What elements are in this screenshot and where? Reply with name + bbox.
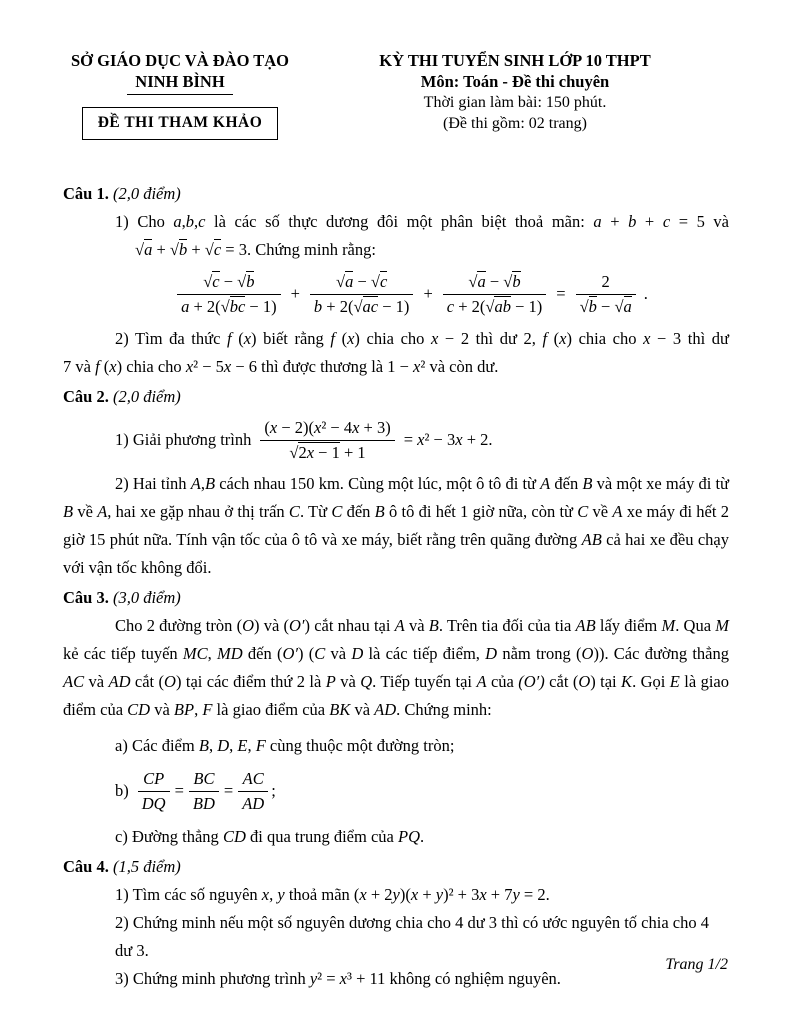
page-number: Trang 1/2: [665, 956, 728, 973]
sqrt-radical: √a: [135, 240, 153, 259]
ratio-3: $\frac{AC}{AD}$: [238, 768, 268, 815]
exam-duration: Thời gian làm bài: 150 phút.: [423, 94, 607, 111]
sqrt-radical: √2x − 1: [289, 443, 340, 463]
exam-type-box-wrap: [40, 95, 320, 140]
equals-operator: =: [223, 780, 234, 800]
problem-3-part-b: [63, 768, 729, 815]
part-b-semicolon: ;: [271, 780, 276, 800]
issuer-name: SỞ GIÁO DỤC VÀ ĐÀO TẠO: [70, 51, 290, 70]
problem-2-points: (2,0 điểm): [112, 386, 181, 406]
sqrt-radical: √b: [503, 272, 521, 291]
exam-body: [63, 180, 729, 993]
problem-1-item-1-line-2: √a + √b + √c = 3. Chứng minh rằng:: [135, 240, 376, 259]
equation-fraction: $\frac{\text{(x − 2)(x² − 4x + 3)}}{√2x - 1 + 1}$: [260, 417, 394, 464]
problem-1-item-2-line-2: 7 và f (x) chia cho x² − 5x − 6 thì được thương là 1 − x² và còn dư.: [63, 356, 499, 376]
exam-title: KỲ THI TUYỂN SINH LỚP 10 THPT: [379, 51, 651, 70]
exam-subject: Môn: Toán - Đề thi chuyên: [420, 72, 610, 91]
formula-period: .: [643, 284, 648, 304]
fraction-1: $\frac{√c - √b}{a + 2(√bc - 1)}$: [177, 271, 281, 318]
problem-1-label: Câu 1.: [63, 184, 109, 203]
problem-4-heading: [63, 853, 729, 881]
problem-2-item-1: [63, 417, 729, 464]
fraction-2: $\frac{√a - √c}{b + 2(√ac - 1)}$: [310, 271, 414, 318]
problem-3: [63, 584, 729, 851]
sqrt-radical: √c: [370, 272, 388, 291]
document-header: [0, 0, 792, 140]
issuer-block: [40, 50, 320, 140]
equation-prefix: 1) Giải phương trình: [115, 430, 252, 449]
sqrt-radical: √a: [336, 272, 354, 291]
ratio-1: $\frac{CP}{DQ}$: [138, 768, 170, 815]
problem-4: [63, 853, 729, 993]
problem-1-item-2-line-1: 2) Tìm đa thức f (x) biết rằng f (x) chia cho x − 2 thì dư 2, f (x) chia cho x − 3 thì dư: [115, 328, 729, 348]
problem-3-heading: [63, 584, 729, 612]
problem-4-label: Câu 4.: [63, 856, 109, 876]
problem-1-item-1-line-1: 1) Cho a,b,c là các số thực dương đôi một phân biệt thoả mãn: a + b + c = 5 và: [115, 212, 729, 231]
fraction-3: $\frac{√a - √b}{c + 2(√ab - 1)}$: [443, 271, 547, 318]
sqrt-radical: √bc: [220, 297, 246, 317]
problem-3-intro: Cho 2 đường tròn (O) và (O′) cắt nhau tại A và B. Trên tia đối của tia AB lấy điểm M. Qua M kẻ các tiếp tuyến MC, MD đến (O′) (C và D là các tiếp điểm, D nằm trong (O)). Các đường thẳng AC và AD cắt (O) tại các điểm thứ 2 là P và Q. Tiếp tuyến tại A của (O′) cắt (O) tại K. Gọi E là giao điểm của CD và BP, F là giao điểm của BK và AD. Chứng minh:: [63, 615, 730, 719]
issuer-province: NINH BÌNH: [127, 71, 232, 95]
sqrt-radical: √ab: [485, 297, 511, 317]
page-footer: [665, 956, 728, 974]
equals-operator: =: [174, 780, 184, 800]
sqrt-radical: √ac: [353, 297, 379, 317]
equals-operator: =: [556, 284, 566, 304]
problem-4-points: (1,5 điểm): [112, 856, 181, 876]
problem-4-item-1: 1) Tìm các số nguyên x, y thoả mãn (x + 2y)(x + y)² + 3x + 7y = 2.: [115, 884, 550, 904]
part-b-label: b): [115, 780, 129, 800]
sqrt-radical: √c: [203, 272, 220, 291]
exam-pages-note: (Đề thi gồm: 02 trang): [443, 115, 587, 132]
sqrt-radical: √c: [204, 240, 222, 259]
problem-3-label: Câu 3.: [63, 587, 109, 607]
sqrt-radical: √b: [579, 297, 597, 317]
problem-1-display-formula: [93, 271, 729, 318]
problem-3-points: (3,0 điểm): [112, 587, 181, 607]
problem-1-heading: [63, 180, 729, 208]
sqrt-radical: √a: [468, 272, 486, 291]
plus-operator: +: [423, 284, 433, 304]
problem-2: [63, 383, 729, 582]
sqrt-radical: √a: [614, 297, 632, 317]
fraction-4: $\frac{2}{√b - √a}$: [576, 271, 636, 318]
equation-rhs: = x² − 3x + 2.: [403, 430, 493, 449]
problem-1-points: (2,0 điểm): [112, 184, 181, 203]
issuer-province-wrap: [40, 71, 320, 95]
plus-operator: +: [290, 284, 300, 304]
ratio-2: $\frac{BC}{BD}$: [189, 768, 219, 815]
problem-4-item-3: 3) Chứng minh phương trình y² = x³ + 11 không có nghiệm nguyên.: [115, 968, 561, 988]
problem-2-label: Câu 2.: [63, 386, 109, 406]
exam-type-box: ĐỀ THI THAM KHẢO: [82, 107, 279, 140]
exam-info-block: [340, 50, 690, 140]
problem-3-part-a: a) Các điểm B, D, E, F cùng thuộc một đường tròn;: [115, 735, 455, 755]
problem-4-item-2: 2) Chứng minh nếu một số nguyên dương chia cho 4 dư 3 thì có ước nguyên tố chia cho 4 dư 3.: [115, 912, 709, 960]
problem-1: [63, 180, 729, 381]
problem-2-heading: [63, 383, 729, 411]
sqrt-radical: √b: [237, 272, 255, 291]
problem-2-item-2: 2) Hai tỉnh A,B cách nhau 150 km. Cùng một lúc, một ô tô đi từ A đến B và một xe máy đi từ B về A, hai xe gặp nhau ở thị trấn C. Từ C đến B ô tô đi hết 1 giờ nữa, còn từ C về A xe máy đi hết 2 giờ 15 phút nữa. Tính vận tốc của ô tô và xe máy, biết rằng trên quãng đường AB cả hai xe đều chạy với vận tốc không đổi.: [63, 473, 729, 577]
sqrt-radical: √b: [169, 240, 188, 259]
problem-3-part-c: c) Đường thẳng CD đi qua trung điểm của PQ.: [115, 826, 425, 846]
